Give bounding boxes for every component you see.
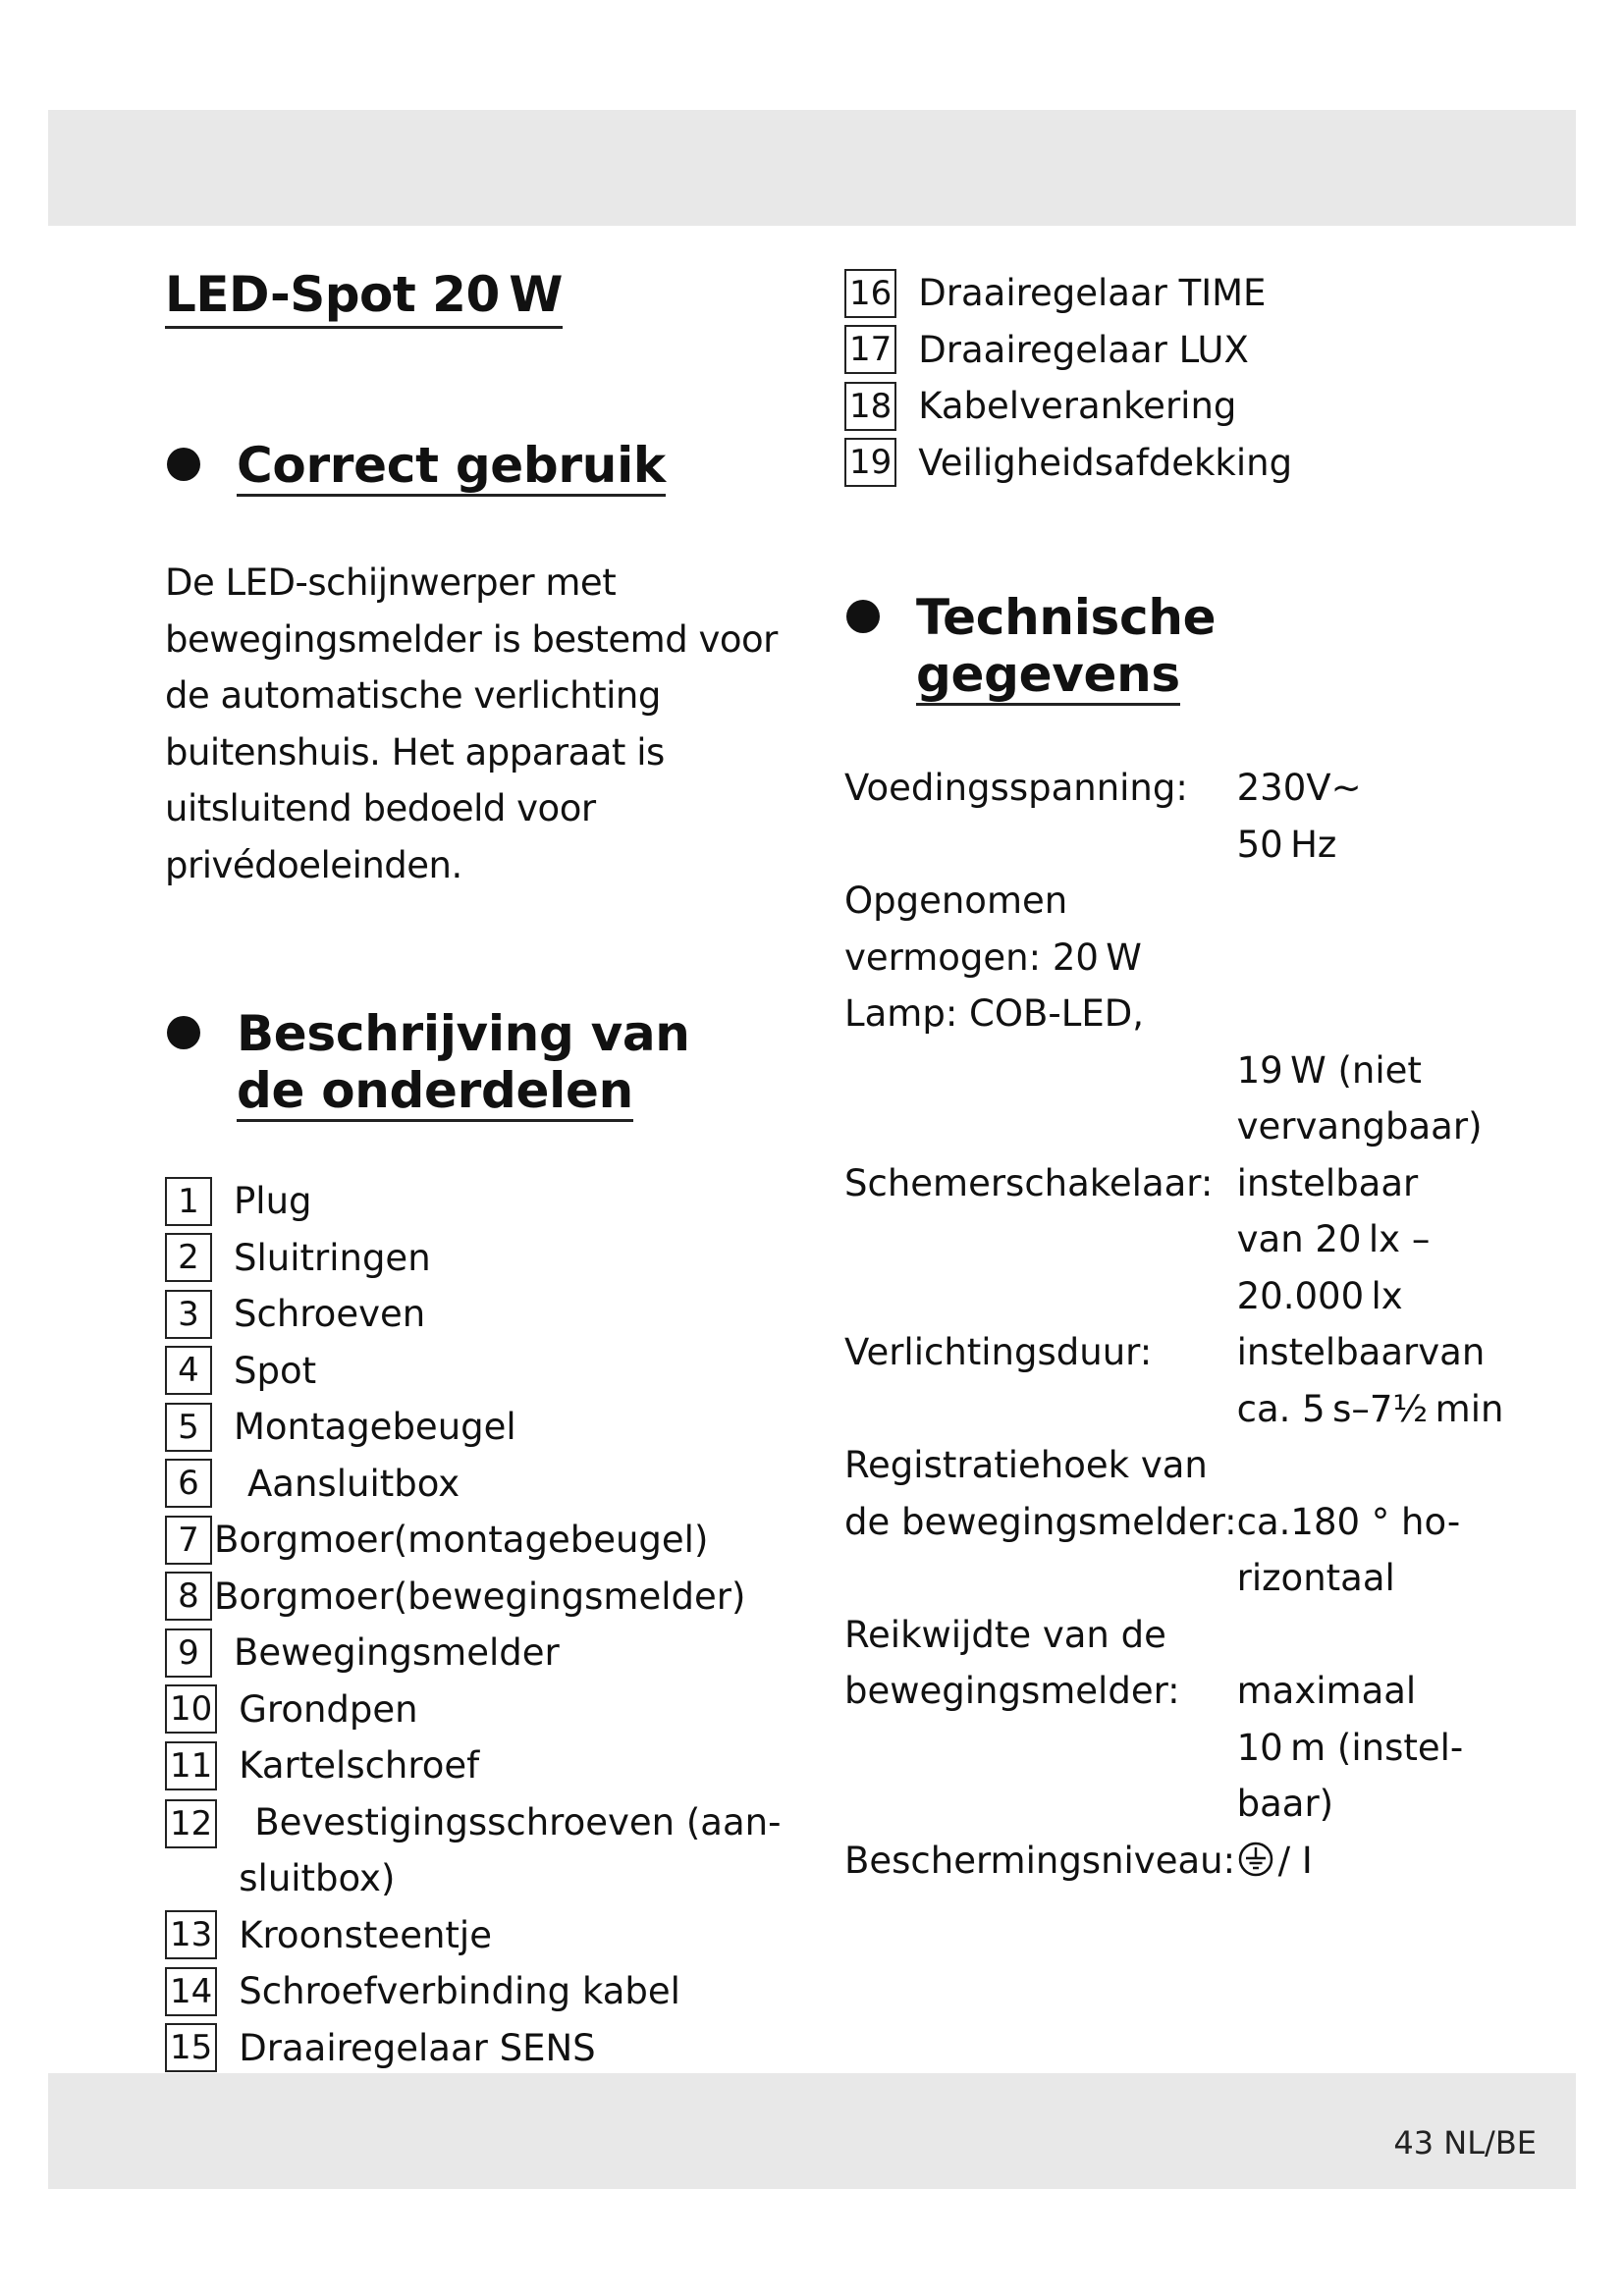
part-number: 11: [165, 1741, 217, 1790]
part-number: 6: [165, 1459, 212, 1508]
spec-value: [1237, 1833, 1504, 1890]
part-number: 1: [165, 1177, 212, 1226]
spec-value: [1237, 986, 1504, 1042]
part-label: Schroefverbinding kabel: [239, 1970, 680, 2012]
spec-label: [844, 1381, 1237, 1438]
spec-row: [844, 930, 1503, 987]
part-label: Kroonsteentje: [239, 1913, 492, 1956]
parts-list-continued: [844, 265, 1532, 491]
list-item: [165, 1456, 793, 1513]
part-number: 14: [165, 1967, 217, 2016]
spec-label: [844, 817, 1237, 874]
spec-value: maximaal: [1236, 1670, 1417, 1712]
spec-value: instelbaar: [1236, 1161, 1419, 1204]
technical-title-line1: Technische: [916, 589, 1217, 646]
part-label: Draairegelaar LUX: [918, 328, 1249, 371]
parts-title-line1: Beschrijving van: [237, 1005, 690, 1062]
spec-label: Opgenomen: [844, 880, 1068, 922]
spec-label: [844, 1268, 1237, 1325]
spec-label: [844, 1042, 1237, 1099]
spec-value: ca. 5 s–7½ min: [1236, 1387, 1504, 1430]
list-item: [844, 322, 1532, 379]
spec-value: instelbaarvan: [1236, 1331, 1486, 1373]
part-label: Schroeven: [234, 1293, 426, 1335]
list-item: [165, 1625, 793, 1682]
spec-label: [844, 1720, 1237, 1777]
list-item: [165, 1794, 793, 1907]
protective-earth-icon: [1237, 1841, 1274, 1878]
part-number: 18: [844, 382, 896, 431]
page-title: LED-Spot 20 W: [165, 265, 563, 329]
part-number: 15: [165, 2023, 217, 2072]
spec-label: Lamp: COB-LED,: [844, 992, 1144, 1035]
part-number: 19: [844, 438, 896, 487]
parts-list: [165, 1173, 793, 2076]
part-label-continued: sluitbox): [239, 1857, 396, 1899]
spec-label: bewegingsmelder:: [844, 1670, 1180, 1712]
technical-title-line2: gegevens: [916, 646, 1180, 706]
spec-row: [844, 873, 1503, 930]
spec-label: [844, 1776, 1237, 1833]
spec-value: [1237, 1437, 1504, 1494]
spec-label: [844, 1211, 1237, 1268]
spec-table: [844, 760, 1503, 1889]
part-label: Bevestigingsschroeven (aan-: [254, 1800, 782, 1843]
list-item: [165, 1343, 793, 1400]
spec-label: Registratiehoek van: [844, 1444, 1208, 1486]
spec-value: 50 Hz: [1236, 823, 1337, 866]
part-label: Borgmoer(bewegingsmelder): [214, 1575, 746, 1618]
list-item: [165, 1963, 793, 2020]
correct-use-title: Correct gebruik: [237, 437, 666, 497]
spec-row: [844, 1607, 1503, 1664]
protection-class-value: / I: [1277, 1839, 1313, 1882]
part-label: Bewegingsmelder: [234, 1631, 560, 1674]
part-label: Veiligheidsafdekking: [918, 441, 1293, 484]
part-label: Draairegelaar TIME: [918, 272, 1267, 314]
spec-label: de bewegingsmelder:: [844, 1500, 1237, 1543]
parts-heading: [165, 1005, 793, 1119]
part-number: 9: [165, 1629, 212, 1678]
part-label: Borgmoer(montagebeugel): [214, 1519, 709, 1561]
part-number: 7: [165, 1516, 212, 1565]
list-item: [165, 1286, 793, 1343]
spec-label: vermogen: 20 W: [844, 935, 1142, 979]
correct-use-text: De LED-schijnwerper met bewegingsmelder is bestemd voor de automatische verlichting buitenshuis. Het apparaat is uitsluitend bedoeld voor privédoeleinden.: [165, 561, 778, 886]
spec-label: [844, 1550, 1237, 1607]
bullet-dot-icon: [167, 1016, 200, 1049]
spec-value: 230V~: [1236, 767, 1362, 809]
spec-label: Voedingsspanning:: [844, 767, 1188, 809]
spec-label: Beschermingsniveau:: [844, 1839, 1236, 1882]
spec-row: [844, 1550, 1503, 1607]
spec-value: rizontaal: [1236, 1557, 1395, 1599]
spec-value: baar): [1236, 1783, 1334, 1825]
parts-title-line2: de onderdelen: [237, 1062, 633, 1122]
part-number: 8: [165, 1572, 212, 1621]
part-number: 4: [165, 1346, 212, 1395]
spec-value: ca.180 ° ho-: [1236, 1500, 1461, 1543]
spec-value: 10 m (instel-: [1236, 1726, 1464, 1769]
spec-value: van 20 lx –: [1236, 1218, 1431, 1260]
spec-row: [844, 1155, 1503, 1212]
spec-value: 20.000 lx: [1236, 1274, 1403, 1317]
spec-row: [844, 1833, 1503, 1890]
part-number: 5: [165, 1403, 212, 1452]
part-label: Draairegelaar SENS: [239, 2026, 596, 2069]
bullet-dot-icon: [846, 600, 880, 633]
spec-label: Schemerschakelaar:: [844, 1161, 1214, 1204]
list-item: [844, 435, 1532, 492]
part-label: Aansluitbox: [247, 1462, 460, 1505]
footer-band: [48, 2073, 1576, 2189]
spec-label: Reikwijdte van de: [844, 1613, 1166, 1656]
spec-row: [844, 817, 1503, 874]
spec-row: [844, 1663, 1503, 1720]
spec-value: [1237, 1607, 1504, 1664]
part-label: Plug: [234, 1180, 312, 1222]
bullet-dot-icon: [167, 448, 200, 481]
part-label: Spot: [234, 1349, 317, 1392]
spec-row: [844, 1324, 1503, 1381]
spec-row: [844, 1211, 1503, 1268]
spec-value: vervangbaar): [1236, 1105, 1483, 1148]
spec-value: [1237, 930, 1504, 987]
part-number: 17: [844, 325, 896, 374]
list-item: [165, 1569, 793, 1626]
list-item: [844, 265, 1532, 322]
spec-row: [844, 1720, 1503, 1777]
list-item: [165, 1682, 793, 1738]
part-number: 10: [165, 1684, 217, 1734]
list-item: [165, 1399, 793, 1456]
list-item: [165, 2020, 793, 2077]
part-label: Montagebeugel: [234, 1406, 516, 1448]
spec-value: 19 W (niet: [1236, 1048, 1422, 1092]
part-number: 13: [165, 1910, 217, 1959]
part-label: Sluitringen: [234, 1236, 431, 1279]
spec-row: [844, 986, 1503, 1042]
page-number: 43 NL/BE: [1393, 2124, 1537, 2162]
right-column: [844, 265, 1532, 1889]
part-number: 3: [165, 1290, 212, 1339]
technical-heading: [844, 589, 1532, 703]
spec-label: [844, 1098, 1237, 1155]
part-label: Kabelverankering: [918, 385, 1237, 427]
spec-value: [1237, 873, 1504, 930]
part-number: 12: [165, 1799, 217, 1848]
spec-row: [844, 1494, 1503, 1551]
spec-label: Verlichtingsduur:: [844, 1331, 1153, 1373]
header-band: [48, 110, 1576, 226]
spec-row: [844, 1042, 1503, 1099]
spec-row: [844, 1381, 1503, 1438]
spec-row: [844, 1437, 1503, 1494]
list-item: [165, 1512, 793, 1569]
spec-row: [844, 1098, 1503, 1155]
list-item: [165, 1230, 793, 1287]
spec-row: [844, 1268, 1503, 1325]
left-column: [165, 265, 793, 2076]
list-item: [165, 1907, 793, 1964]
list-item: [844, 378, 1532, 435]
list-item: [165, 1737, 793, 1794]
part-label: Grondpen: [239, 1687, 418, 1731]
part-label: Kartelschroef: [239, 1744, 480, 1787]
spec-row: [844, 760, 1503, 817]
spec-row: [844, 1776, 1503, 1833]
correct-use-heading: [165, 437, 793, 494]
list-item: [165, 1173, 793, 1230]
part-number: 2: [165, 1233, 212, 1282]
part-number: 16: [844, 269, 896, 318]
